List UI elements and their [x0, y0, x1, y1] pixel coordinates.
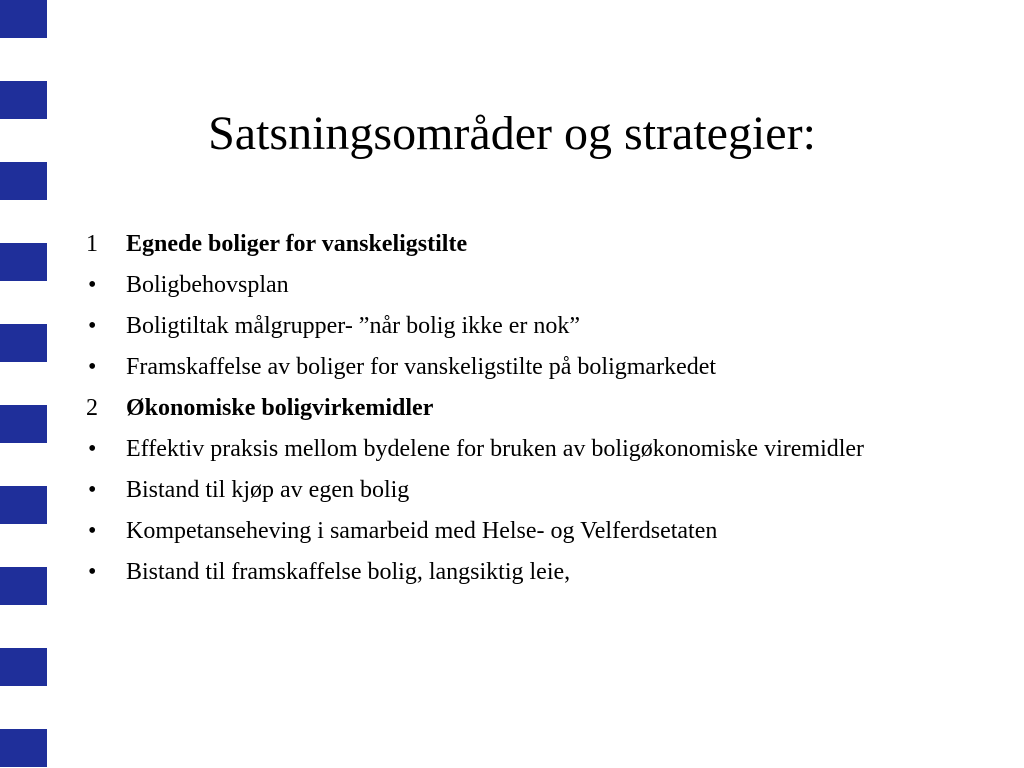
list-item-text: Framskaffelse av boliger for vanskeligstilte på boligmarkedet [126, 354, 717, 380]
stripe-block [0, 486, 47, 524]
list-item [86, 474, 986, 507]
content-list [86, 228, 986, 597]
list-item-text: Bistand til kjøp av egen bolig [126, 477, 410, 503]
stripe-block [0, 648, 47, 686]
slide-title: Satsningsområder og strategier: [208, 107, 816, 160]
list-item-heading [86, 228, 986, 261]
list-item-text: Effektiv praksis mellom bydelene for bruken av boligøkonomiske viremidler [126, 436, 865, 462]
bullet-icon: • [88, 436, 97, 462]
stripe-block [0, 567, 47, 605]
bullet-icon: • [88, 354, 97, 380]
list-item [86, 515, 986, 548]
list-item-heading [86, 392, 986, 425]
stripe-block [0, 243, 47, 281]
bullet-icon: • [88, 272, 97, 298]
list-item-text: Kompetanseheving i samarbeid med Helse- og Velferdsetaten [126, 518, 718, 544]
list-item [86, 556, 986, 589]
list-item [86, 433, 986, 466]
bullet-icon: • [88, 559, 97, 585]
list-item-text: Økonomiske boligvirkemidler [126, 395, 434, 421]
bullet-icon: • [88, 313, 97, 339]
list-number: 2 [86, 395, 98, 421]
list-item-text: Boligbehovsplan [126, 272, 289, 298]
list-item-text: Bistand til framskaffelse bolig, langsiktig leie, [126, 559, 571, 585]
list-item [86, 269, 986, 302]
stripe-block [0, 0, 47, 38]
stripe-block [0, 405, 47, 443]
list-item-text: Egnede boliger for vanskeligstilte [126, 231, 468, 257]
list-item [86, 351, 986, 384]
stripe-block [0, 162, 47, 200]
list-item-text: Boligtiltak målgrupper- ”når bolig ikke er nok” [126, 313, 581, 339]
list-number: 1 [86, 231, 98, 257]
list-item [86, 310, 986, 343]
stripe-block [0, 729, 47, 767]
bullet-icon: • [88, 477, 97, 503]
bullet-icon: • [88, 518, 97, 544]
stripe-block [0, 324, 47, 362]
